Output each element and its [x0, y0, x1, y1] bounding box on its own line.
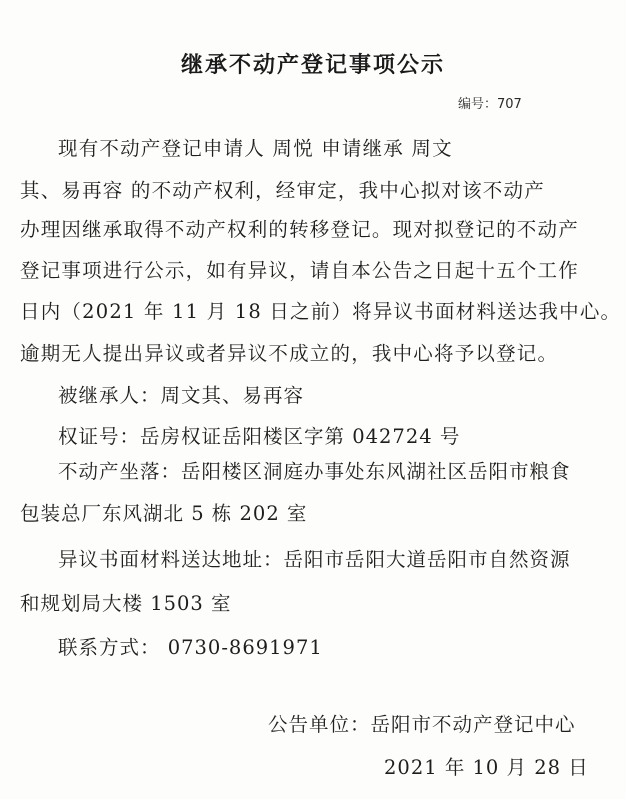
page-title: 继承不动产登记事项公示	[180, 53, 445, 78]
body-line: 其、易再容 的不动产权利，经审定，我中心拟对该不动产	[20, 179, 545, 202]
objection-address-line: 异议书面材料送达地址：岳阳市岳阳大道岳阳市自然资源	[58, 548, 571, 571]
body-line: 登记事项进行公示，如有异议，请自本公告之日起十五个工作	[20, 259, 579, 282]
property-location-line: 不动产坐落：岳阳楼区洞庭办事处东风湖社区岳阳市粮食	[58, 460, 571, 483]
document-number: 编号：707	[458, 97, 522, 112]
decedent-line: 被继承人：周文其、易再容	[58, 384, 305, 407]
objection-address-line-continued: 和规划局大楼 1503 室	[20, 592, 232, 615]
body-line: 办理因继承取得不动产权利的转移登记。现对拟登记的不动产	[20, 218, 579, 241]
body-line: 逾期无人提出异议或者异议不成立的，我中心将予以登记。	[20, 342, 559, 365]
body-line: 现有不动产登记申请人 周悦 申请继承 周文	[58, 137, 453, 160]
issuer-line: 公告单位：岳阳市不动产登记中心	[268, 713, 576, 736]
property-location-line-continued: 包装总厂东风湖北 5 栋 202 室	[20, 502, 308, 525]
issue-date: 2021 年 10 月 28 日	[384, 756, 589, 779]
contact-line: 联系方式： 0730-8691971	[58, 636, 323, 659]
certificate-number-line: 权证号：岳房权证岳阳楼区字第 042724 号	[58, 425, 461, 448]
body-line: 日内（2021 年 11 月 18 日之前）将异议书面材料送达我中心。	[20, 300, 622, 323]
